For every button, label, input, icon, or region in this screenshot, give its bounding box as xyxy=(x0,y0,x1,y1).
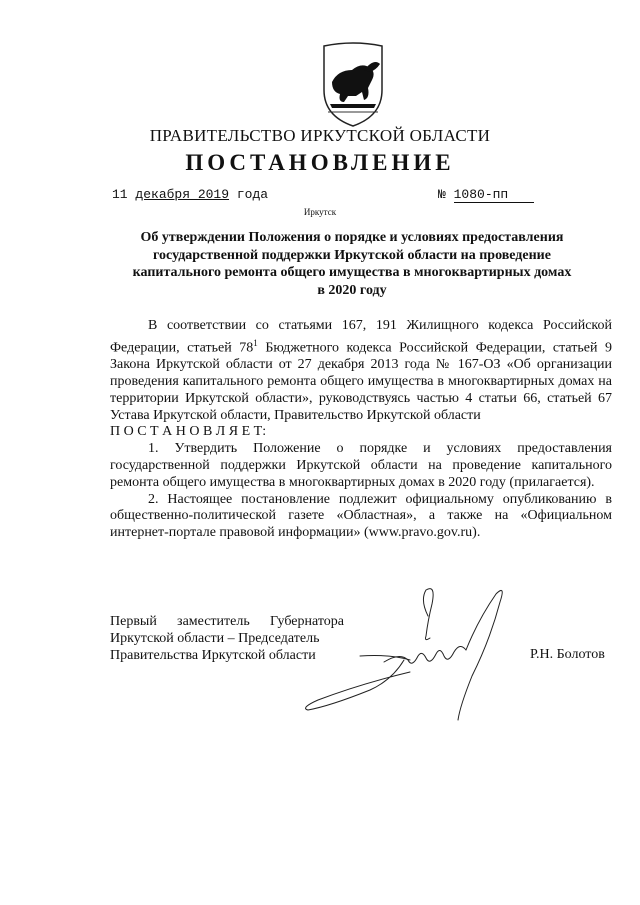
position-line-3: Правительства Иркутской области xyxy=(110,648,316,663)
date-month-year: декабря 2019 xyxy=(135,187,230,202)
city-label: Иркутск xyxy=(303,207,337,217)
item-2-paragraph: 2. Настоящее постановление подлежит официальному опубликованию в общественно-политической газете «Областная», а также на «Официальном интернет-портале правовой информации» (www.pravo.gov.ru). xyxy=(110,491,612,541)
position-line-2: Иркутской области – Председатель xyxy=(110,631,320,646)
document-title xyxy=(110,229,594,299)
preamble-text-2: Бюджетного кодекса Российской Федерации, статьей 9 Закона Иркутской области от 27 декабря 2013 года № 167-ОЗ «Об организации проведения капитального ремонта общего имущества в многоквартирных домах на территории Иркутской области», руководствуясь частью 4 статьи 66, статьей 67 Устава Иркутской области, Правительство Иркутской области xyxy=(110,340,612,423)
preamble-paragraph xyxy=(110,318,612,424)
preamble-superscript: 1 xyxy=(253,337,258,348)
item-1-paragraph: 1. Утвердить Положение о порядке и условиях предоставления государственной поддержки Иркутской области на проведение капитального ремонта общего имущества в многоквартирных домах в 2020 году (прилагается). xyxy=(110,441,612,490)
position-word: заместитель xyxy=(177,614,250,629)
signatory-name: Р.Н. Болотов xyxy=(530,647,605,662)
document-date xyxy=(112,187,268,202)
title-line: капитального ремонта общего имущества в многоквартирных домах xyxy=(132,265,572,280)
title-line: Об утверждении Положения о порядке и условиях предоставления xyxy=(140,230,564,245)
title-line: в 2020 году xyxy=(317,282,387,298)
position-word: Губернатора xyxy=(269,614,344,629)
resolves-heading: П О С Т А Н О В Л Я Е Т: xyxy=(110,424,267,440)
coat-of-arms-emblem xyxy=(318,40,388,128)
date-suffix: года xyxy=(236,187,269,202)
date-day: 11 xyxy=(112,187,128,202)
position-word: Первый xyxy=(110,614,157,629)
document-body xyxy=(110,318,612,542)
document-number xyxy=(438,187,534,203)
preamble-text-1: В соответствии со статьями 167, 191 Жилищного кодекса Российской Федерации, статьей 78 xyxy=(110,318,612,356)
handwritten-signature xyxy=(300,580,520,730)
number-value: 1080-пп xyxy=(454,187,534,203)
number-sign: № xyxy=(438,187,446,202)
title-line: государственной поддержки Иркутской области на проведение xyxy=(153,247,551,263)
organization-name: ПРАВИТЕЛЬСТВО ИРКУТСКОЙ ОБЛАСТИ xyxy=(149,126,491,145)
document-type: ПОСТАНОВЛЕНИЕ xyxy=(185,150,455,175)
